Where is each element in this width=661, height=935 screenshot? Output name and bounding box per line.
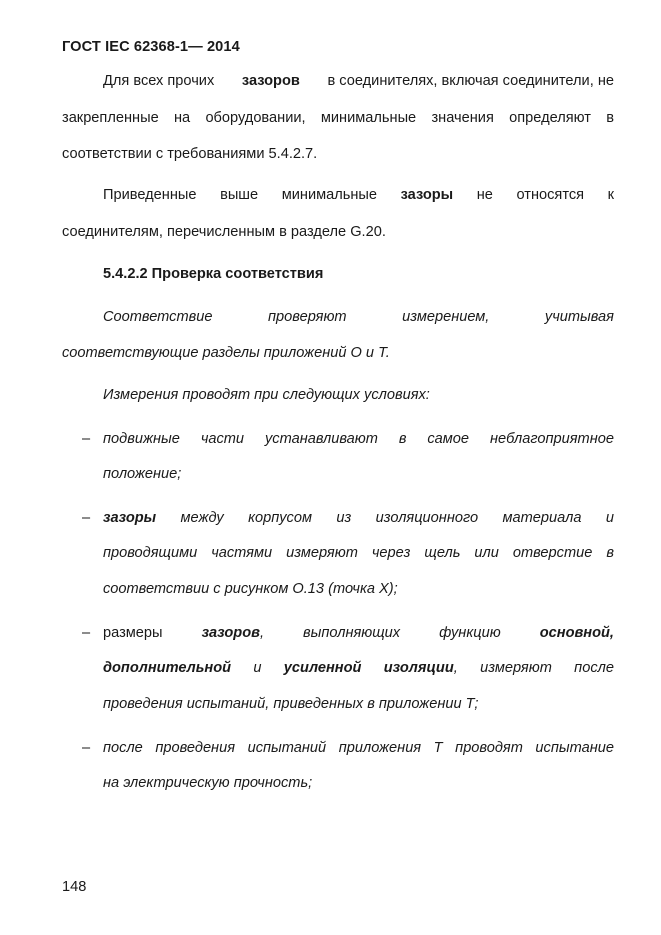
para1-text-c: в соединителях, включая соединители, не [327, 73, 614, 89]
para2-line2: соединителям, перечисленным в разделе G.20. [62, 224, 386, 240]
para3-line2: соответствующие разделы приложений О и Т. [62, 345, 390, 361]
word: из [336, 510, 352, 526]
word: выше [220, 187, 259, 203]
para1-text-a: Для всех прочих [103, 73, 215, 89]
list-item2-line2: проводящими частями измеряют через щель или отверстие в [103, 545, 614, 561]
para1-line2: закрепленные на оборудовании, минимальные значения определяют в [62, 110, 614, 126]
term-dopolnitelnoi: дополнительной [103, 660, 232, 676]
word: функцию [439, 625, 501, 641]
list-item1-line1 [103, 431, 614, 447]
list-item2-line1 [103, 510, 614, 526]
word: изоляционного [375, 510, 479, 526]
term-zazory: зазоры [103, 510, 157, 526]
term-osnovnoi: основной, [539, 625, 614, 641]
word: измеряют [480, 660, 552, 676]
word: подвижные [103, 431, 180, 447]
word: проверяют [268, 309, 347, 325]
word: и [253, 660, 262, 676]
section-heading: 5.4.2.2 Проверка соответствия [103, 266, 324, 282]
list-dash: – [82, 510, 91, 526]
word: измерением, [402, 309, 490, 325]
document-header: ГОСТ IEC 62368-1— 2014 [62, 39, 240, 55]
punct: , [259, 625, 264, 641]
para1-line3: соответствии с требованиями 5.4.2.7. [62, 146, 318, 162]
word: выполняющих [303, 625, 401, 641]
word: Соответствие [103, 309, 213, 325]
list-item4-line2: на электрическую прочность; [103, 775, 313, 791]
para4-line1: Измерения проводят при следующих условиях: [103, 387, 430, 403]
term-izolyatsii: изоляции [383, 660, 454, 676]
word: в [398, 431, 407, 447]
word: к [607, 187, 614, 203]
word: учитывая [544, 309, 614, 325]
word: устанавливают [265, 431, 378, 447]
word: самое [427, 431, 470, 447]
word: части [200, 431, 245, 447]
list-dash: – [82, 431, 91, 447]
list-item4-line1: после проведения испытаний приложения Т проводят испытание [103, 740, 614, 756]
para1-line1 [103, 73, 614, 89]
word: Приведенные [103, 187, 197, 203]
list-item3-line1 [103, 625, 614, 641]
term-zazorov: зазоров [241, 73, 300, 89]
page-number: 148 [62, 879, 87, 895]
list-item3-line2 [103, 660, 614, 676]
word: минимальные [281, 187, 378, 203]
punct: , [453, 660, 458, 676]
list-item1-line2: положение; [103, 466, 182, 482]
term-usilennoi: усиленной [283, 660, 362, 676]
list-item2-line3: соответствии с рисунком О.13 (точка Х); [103, 581, 398, 597]
word: между [180, 510, 224, 526]
word: и [605, 510, 614, 526]
word: материала [502, 510, 582, 526]
word: не [476, 187, 493, 203]
word: неблагоприятное [489, 431, 614, 447]
word: относятся [516, 187, 585, 203]
para3-line1 [103, 309, 614, 325]
term-zazorov: зазоров [201, 625, 260, 641]
list-dash: – [82, 740, 91, 756]
word: после [574, 660, 614, 676]
word: размеры [103, 625, 163, 641]
list-dash: – [82, 625, 91, 641]
word: корпусом [248, 510, 312, 526]
term-zazory: зазоры [400, 187, 454, 203]
para2-line1 [103, 187, 614, 203]
list-item3-line3: проведения испытаний, приведенных в приложении Т; [103, 696, 479, 712]
